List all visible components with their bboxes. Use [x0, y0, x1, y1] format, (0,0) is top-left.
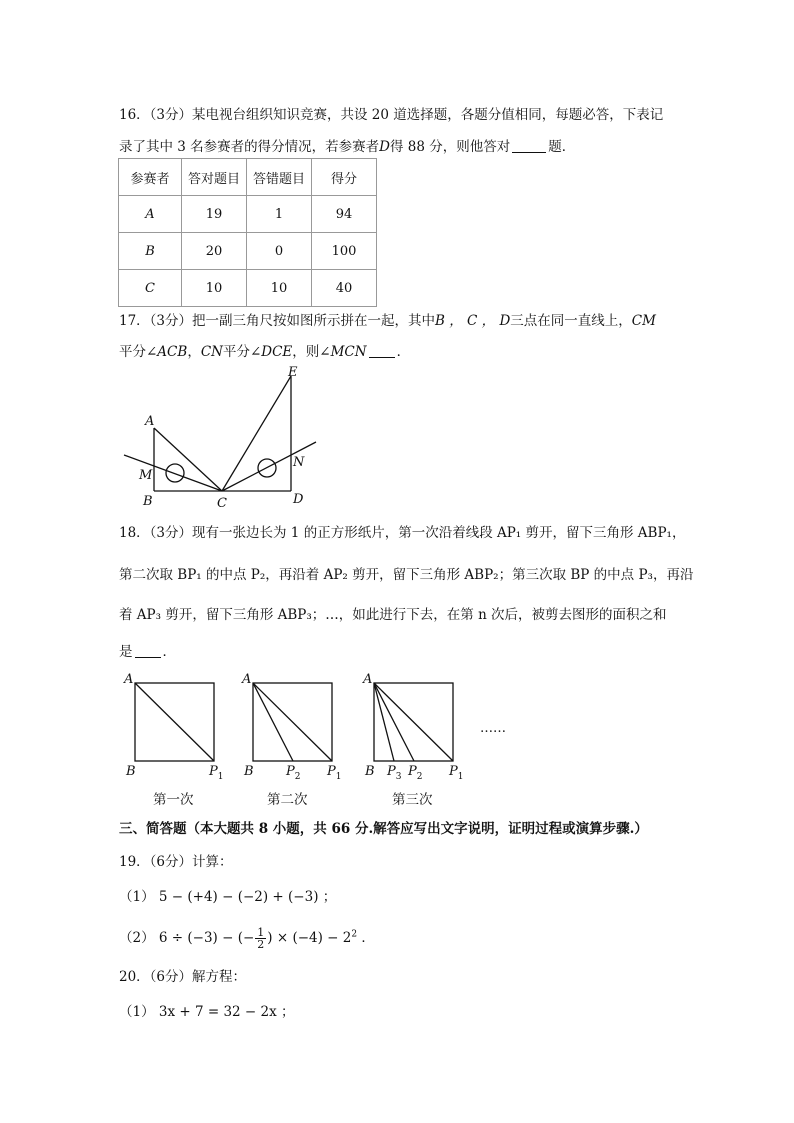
label-b: B [365, 764, 375, 779]
line-ec [222, 376, 291, 491]
q18-text: 是 [119, 644, 133, 660]
q17-angle-acb: ∠ACB [146, 344, 188, 360]
q17-angle-dce: ∠DCE [249, 344, 293, 360]
score-table [118, 158, 377, 307]
q17-text: ， [187, 344, 201, 360]
continuation-dots: …… [480, 721, 506, 736]
table-cell: A [119, 196, 182, 233]
table-cell: 19 [182, 196, 247, 233]
q17-angle-mcn: ∠MCN [319, 344, 367, 360]
label-a: A [363, 672, 373, 687]
label-p2: $P_2$ [286, 764, 301, 782]
fraction-half [255, 927, 266, 950]
q18-answer-blank [135, 645, 161, 658]
table-cell: C [119, 270, 182, 307]
table-header-cell: 得分 [312, 159, 377, 196]
label-c: C [217, 496, 227, 511]
q19-expr: ． [357, 930, 375, 946]
q16-answer-blank [512, 140, 546, 153]
table-cell: 94 [312, 196, 377, 233]
q17-text: 平分 [222, 344, 250, 360]
cut-ap2 [253, 683, 293, 761]
label-e: E [288, 365, 298, 380]
table-header-cell: 答错题目 [247, 159, 312, 196]
label-p2: $P_2$ [408, 764, 423, 782]
table-cell: 20 [182, 233, 247, 270]
label-p1: $P_1$ [327, 764, 342, 782]
q17-cn: CN [200, 344, 223, 360]
label-b: B [244, 764, 254, 779]
section-heading: 三、简答题（本大题共 8 小题，共 66 分.解答应写出文字说明，证明过程或演算步骤.） [119, 821, 648, 837]
table-header-cell: 参赛者 [119, 159, 182, 196]
q17-cm: CM [631, 313, 656, 329]
triangle-rulers-figure [110, 362, 330, 512]
q16-line2-text-b: 得 88 分，则他答对 [390, 139, 511, 155]
q18-line2: 第二次取 BP₁ 的中点 P₂，再沿着 AP₂ 剪开，留下三角形 ABP₂；第三次取 BP 的中点 P₃，再沿 [119, 567, 694, 583]
q17-line2 [119, 340, 410, 360]
label-p1: $P_1$ [449, 764, 464, 782]
q17-vars: B ， C ， D [435, 313, 511, 329]
q19-part1: （1） 5 − (+4) − (−2) + (−3) ； [119, 889, 337, 905]
label-b: B [143, 494, 153, 509]
cut-ap1 [374, 683, 453, 761]
q20-part1: （1） 3x + 7 = 32 − 2x ； [119, 1004, 295, 1020]
table-cell: B [119, 233, 182, 270]
q19-expr: （2） 6 ÷ (−3) − (− [119, 930, 255, 946]
label-a: A [124, 672, 134, 687]
label-a: A [242, 672, 252, 687]
cut-ap1 [253, 683, 332, 761]
cut-ap2 [374, 683, 414, 761]
q17-text: ． [396, 344, 411, 360]
q16-line2-text-c: 题． [548, 139, 576, 155]
table-header-row [119, 159, 377, 196]
table-cell: 10 [247, 270, 312, 307]
label-m: M [139, 468, 153, 483]
exponent: 2 [351, 929, 358, 940]
q19-expr: ) × (−4) − 2 [267, 930, 352, 946]
q17-line1 [119, 309, 656, 329]
caption-second: 第二次 [267, 792, 308, 808]
fraction-numerator: 1 [257, 926, 265, 939]
q16-var-d: D [379, 139, 390, 155]
q18-text: ． [162, 644, 176, 660]
label-n: N [293, 455, 305, 470]
cut-ap1 [135, 683, 214, 761]
cut-ap3 [374, 683, 394, 761]
q18-line3: 着 AP₃ 剪开，留下三角形 ABP₃；…，如此进行下去，在第 n 次后，被剪去图形的面积之和 [119, 607, 667, 623]
label-a: A [145, 414, 155, 429]
q17-text: 平分 [119, 344, 146, 360]
ruler-hole-left [166, 464, 184, 482]
table-cell: 100 [312, 233, 377, 270]
q17-answer-blank [369, 345, 395, 358]
table-row [119, 270, 377, 307]
q19-title: 19．（6分）计算： [119, 854, 233, 870]
q20-title: 20．（6分）解方程： [119, 969, 247, 985]
q16-line1: 16．（3分）某电视台组织知识竞赛，共设 20 道选择题，各题分值相同，每题必答，下表记 [119, 107, 664, 123]
table-header-cell: 答对题目 [182, 159, 247, 196]
table-cell: 10 [182, 270, 247, 307]
q19-part2 [119, 926, 375, 950]
table-row [119, 196, 377, 233]
q18-line4 [119, 640, 176, 660]
label-d: D [293, 492, 304, 507]
table-cell: 0 [247, 233, 312, 270]
label-p3: $P_3$ [387, 764, 402, 782]
fraction-denominator: 2 [257, 938, 265, 951]
label-b: B [126, 764, 136, 779]
line-ac [154, 428, 222, 491]
caption-third: 第三次 [392, 792, 433, 808]
q18-line1: 18．（3分）现有一张边长为 1 的正方形纸片，第一次沿着线段 AP₁ 剪开，留下三角形 ABP₁， [119, 525, 686, 541]
q16-line2 [119, 135, 575, 155]
q17-text: ，则 [292, 344, 320, 360]
label-p1: $P_1$ [209, 764, 224, 782]
table-row [119, 233, 377, 270]
q17-line1-text-b: 三点在同一直线上， [510, 313, 632, 329]
q17-line1-text: 17．（3分）把一副三角尺按如图所示拼在一起，其中 [119, 313, 436, 329]
table-cell: 40 [312, 270, 377, 307]
q16-line2-text-a: 录了其中 3 名参赛者的得分情况，若参赛者 [119, 139, 380, 155]
caption-first: 第一次 [153, 792, 194, 808]
square-cuts-figure [118, 668, 518, 788]
table-cell: 1 [247, 196, 312, 233]
